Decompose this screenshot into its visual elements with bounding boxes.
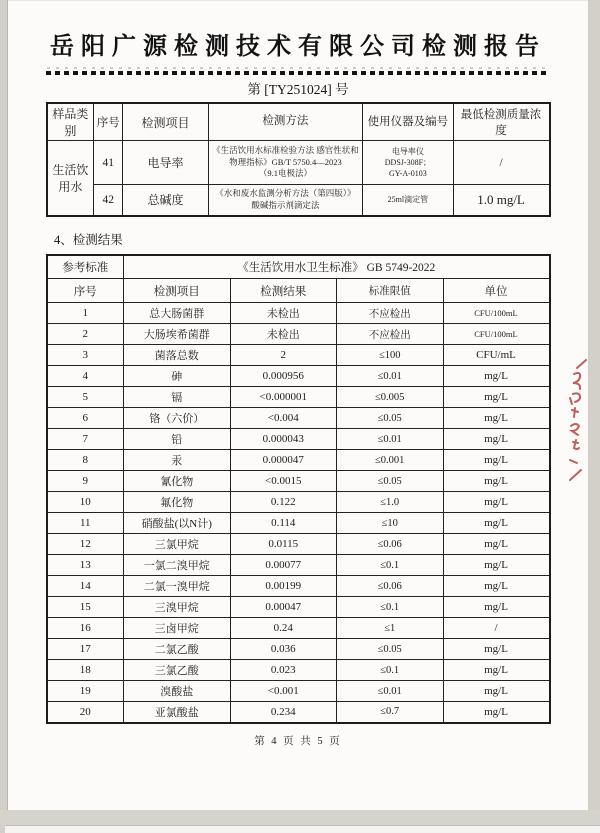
dotted-divider-faint — [47, 67, 549, 69]
limit-cell: ≤0.06 — [337, 534, 444, 555]
reference-label-cell: 参考标准 — [47, 255, 124, 279]
limit-cell: ≤0.06 — [337, 576, 444, 597]
method-cell — [208, 185, 363, 216]
unit-cell: mg/L — [443, 387, 550, 408]
header-cell-no: 序号 — [47, 279, 124, 303]
unit-cell: CFU/100mL — [443, 303, 550, 324]
row-no-cell: 11 — [47, 513, 124, 534]
item-cell: 一氯二溴甲烷 — [124, 555, 231, 576]
table-row — [47, 492, 550, 513]
table-row — [47, 387, 550, 408]
result-cell: 未检出 — [230, 303, 337, 324]
limit-cell: ≤0.01 — [337, 681, 444, 702]
result-cell: 0.00077 — [230, 555, 337, 576]
limit-cell: ≤0.1 — [337, 660, 444, 681]
row-no-cell: 9 — [47, 471, 124, 492]
item-cell: 总碱度 — [123, 185, 208, 216]
header-cell-method: 检测方法 — [208, 103, 363, 141]
row-no-cell: 15 — [47, 597, 124, 618]
result-cell: 0.0115 — [230, 534, 337, 555]
table-row — [47, 513, 550, 534]
sample-category-cell: 生活饮用水 — [47, 141, 94, 216]
method-table — [46, 102, 551, 217]
row-no-cell: 42 — [94, 185, 123, 216]
item-cell: 大肠埃希菌群 — [124, 324, 231, 345]
limit-cell: ≤0.005 — [337, 387, 444, 408]
result-cell: <0.0015 — [230, 471, 337, 492]
method-cell — [208, 141, 363, 185]
section-heading: 4、检测结果 — [54, 232, 123, 247]
table-row — [47, 324, 550, 345]
result-table-header-row — [47, 279, 550, 303]
table-row — [47, 702, 550, 723]
limit-cell: 不应检出 — [337, 303, 444, 324]
limit-cell: ≤1.0 — [337, 492, 444, 513]
header-cell-unit: 单位 — [443, 279, 550, 303]
row-no-cell: 19 — [47, 681, 124, 702]
method-line: 《生活饮用水标准检验方法 感官性状和物理指标》GB/T 5750.4—2023 — [212, 145, 359, 167]
result-cell: 0.00047 — [230, 597, 337, 618]
row-no-cell: 7 — [47, 429, 124, 450]
result-cell: 0.000043 — [230, 429, 337, 450]
item-cell: 溴酸盐 — [124, 681, 231, 702]
min-concentration-cell: / — [453, 141, 549, 185]
row-no-cell: 16 — [47, 618, 124, 639]
method-table-header-row — [47, 103, 550, 141]
item-cell: 铅 — [124, 429, 231, 450]
result-cell: 0.000047 — [230, 450, 337, 471]
item-cell: 二氯乙酸 — [124, 639, 231, 660]
min-concentration-cell: 1.0 mg/L — [453, 185, 549, 216]
table-row — [47, 576, 550, 597]
item-cell: 铬（六价） — [124, 408, 231, 429]
table-row — [47, 408, 550, 429]
row-no-cell: 20 — [47, 702, 124, 723]
unit-cell: mg/L — [443, 555, 550, 576]
table-row — [47, 185, 550, 216]
result-cell: 0.234 — [230, 702, 337, 723]
table-row — [47, 366, 550, 387]
table-row — [47, 141, 550, 185]
table-row — [47, 534, 550, 555]
table-row — [47, 618, 550, 639]
unit-cell: mg/L — [443, 702, 550, 723]
table-row — [47, 450, 550, 471]
item-cell: 三氯甲烷 — [124, 534, 231, 555]
unit-cell: mg/L — [443, 681, 550, 702]
limit-cell: ≤0.01 — [337, 429, 444, 450]
dotted-divider — [46, 71, 550, 75]
row-no-cell: 12 — [47, 534, 124, 555]
page-title: 岳阳广源检测技术有限公司检测报告 — [50, 33, 546, 60]
item-cell: 亚氯酸盐 — [124, 702, 231, 723]
method-line: 《水和废水监测分析方法（第四版）》 — [215, 188, 356, 199]
result-table — [46, 254, 551, 724]
table-row — [47, 555, 550, 576]
row-no-cell: 14 — [47, 576, 124, 597]
unit-cell: mg/L — [443, 513, 550, 534]
unit-cell: mg/L — [443, 534, 550, 555]
item-cell: 菌落总数 — [124, 345, 231, 366]
item-cell: 电导率 — [123, 141, 208, 185]
row-no-cell: 6 — [47, 408, 124, 429]
report-number: 第 [TY251024] 号 — [247, 82, 349, 97]
limit-cell: ≤0.7 — [337, 702, 444, 723]
table-row — [47, 597, 550, 618]
item-cell: 三卤甲烷 — [124, 618, 231, 639]
row-no-cell: 10 — [47, 492, 124, 513]
limit-cell: ≤1 — [337, 618, 444, 639]
header-cell-item: 检测项目 — [124, 279, 231, 303]
result-cell: 0.114 — [230, 513, 337, 534]
item-cell: 砷 — [124, 366, 231, 387]
row-no-cell: 2 — [47, 324, 124, 345]
unit-cell: mg/L — [443, 471, 550, 492]
item-cell: 二氯一溴甲烷 — [124, 576, 231, 597]
instrument-line: DDSJ-308F； — [384, 157, 432, 167]
item-cell: 汞 — [124, 450, 231, 471]
result-cell: 0.036 — [230, 639, 337, 660]
row-no-cell: 13 — [47, 555, 124, 576]
item-cell: 三溴甲烷 — [124, 597, 231, 618]
result-cell: 2 — [230, 345, 337, 366]
row-no-cell: 41 — [94, 141, 123, 185]
instrument-cell — [363, 185, 453, 216]
table-row — [47, 471, 550, 492]
limit-cell: ≤0.05 — [337, 408, 444, 429]
result-cell: <0.000001 — [230, 387, 337, 408]
unit-cell: mg/L — [443, 492, 550, 513]
unit-cell: mg/L — [443, 408, 550, 429]
result-cell: 0.00199 — [230, 576, 337, 597]
result-cell: 0.023 — [230, 660, 337, 681]
row-no-cell: 18 — [47, 660, 124, 681]
instrument-cell — [363, 141, 453, 185]
item-cell: 镉 — [124, 387, 231, 408]
reference-value-cell: 《生活饮用水卫生标准》 GB 5749-2022 — [124, 255, 550, 279]
table-row — [47, 681, 550, 702]
unit-cell: CFU/100mL — [443, 324, 550, 345]
table-row — [47, 345, 550, 366]
row-no-cell: 3 — [47, 345, 124, 366]
table-row — [47, 639, 550, 660]
row-no-cell: 17 — [47, 639, 124, 660]
item-cell: 氰化物 — [124, 471, 231, 492]
header-cell-result: 检测结果 — [230, 279, 337, 303]
row-no-cell: 1 — [47, 303, 124, 324]
document-page — [7, 0, 589, 810]
header-cell-item: 检测项目 — [123, 103, 208, 141]
row-no-cell: 8 — [47, 450, 124, 471]
result-cell: 0.24 — [230, 618, 337, 639]
result-cell: 未检出 — [230, 324, 337, 345]
limit-cell: ≤100 — [337, 345, 444, 366]
result-cell: <0.004 — [230, 408, 337, 429]
header-cell-instrument: 使用仪器及编号 — [363, 103, 453, 141]
limit-cell: ≤10 — [337, 513, 444, 534]
unit-cell: mg/L — [443, 597, 550, 618]
unit-cell: mg/L — [443, 429, 550, 450]
unit-cell: CFU/mL — [443, 345, 550, 366]
result-cell: <0.001 — [230, 681, 337, 702]
header-cell-min-concentration: 最低检测质量浓度 — [453, 103, 549, 141]
reference-standard-row — [47, 255, 550, 279]
instrument-line: 25ml滴定管 — [387, 195, 429, 205]
header-cell-limit: 标准限值 — [337, 279, 444, 303]
table-row — [47, 429, 550, 450]
method-line: （9.1电极法） — [258, 168, 312, 179]
table-row — [47, 303, 550, 324]
table-row — [47, 660, 550, 681]
unit-cell: mg/L — [443, 366, 550, 387]
row-no-cell: 4 — [47, 366, 124, 387]
limit-cell: ≤0.1 — [337, 597, 444, 618]
instrument-line: 电导率仪 — [391, 146, 424, 156]
page-footer: 第 4 页 共 5 页 — [254, 735, 342, 747]
next-page-edge — [5, 825, 600, 833]
item-cell: 三氯乙酸 — [124, 660, 231, 681]
result-cell: 0.000956 — [230, 366, 337, 387]
limit-cell: ≤0.1 — [337, 555, 444, 576]
limit-cell: ≤0.05 — [337, 639, 444, 660]
limit-cell: ≤0.01 — [337, 366, 444, 387]
unit-cell: mg/L — [443, 576, 550, 597]
unit-cell: / — [443, 618, 550, 639]
unit-cell: mg/L — [443, 450, 550, 471]
unit-cell: mg/L — [443, 639, 550, 660]
method-line: 酸碱指示剂滴定法 — [251, 199, 320, 210]
instrument-line: GY-A-0103 — [389, 169, 427, 179]
unit-cell: mg/L — [443, 660, 550, 681]
limit-cell: ≤0.001 — [337, 450, 444, 471]
result-cell: 0.122 — [230, 492, 337, 513]
limit-cell: ≤0.05 — [337, 471, 444, 492]
limit-cell: 不应检出 — [337, 324, 444, 345]
item-cell: 硝酸盐(以N计) — [124, 513, 231, 534]
header-cell-no: 序号 — [94, 103, 123, 141]
header-cell-sample-category: 样品类别 — [47, 103, 94, 141]
item-cell: 总大肠菌群 — [124, 303, 231, 324]
scanner-gap — [0, 810, 600, 825]
row-no-cell: 5 — [47, 387, 124, 408]
item-cell: 氟化物 — [124, 492, 231, 513]
